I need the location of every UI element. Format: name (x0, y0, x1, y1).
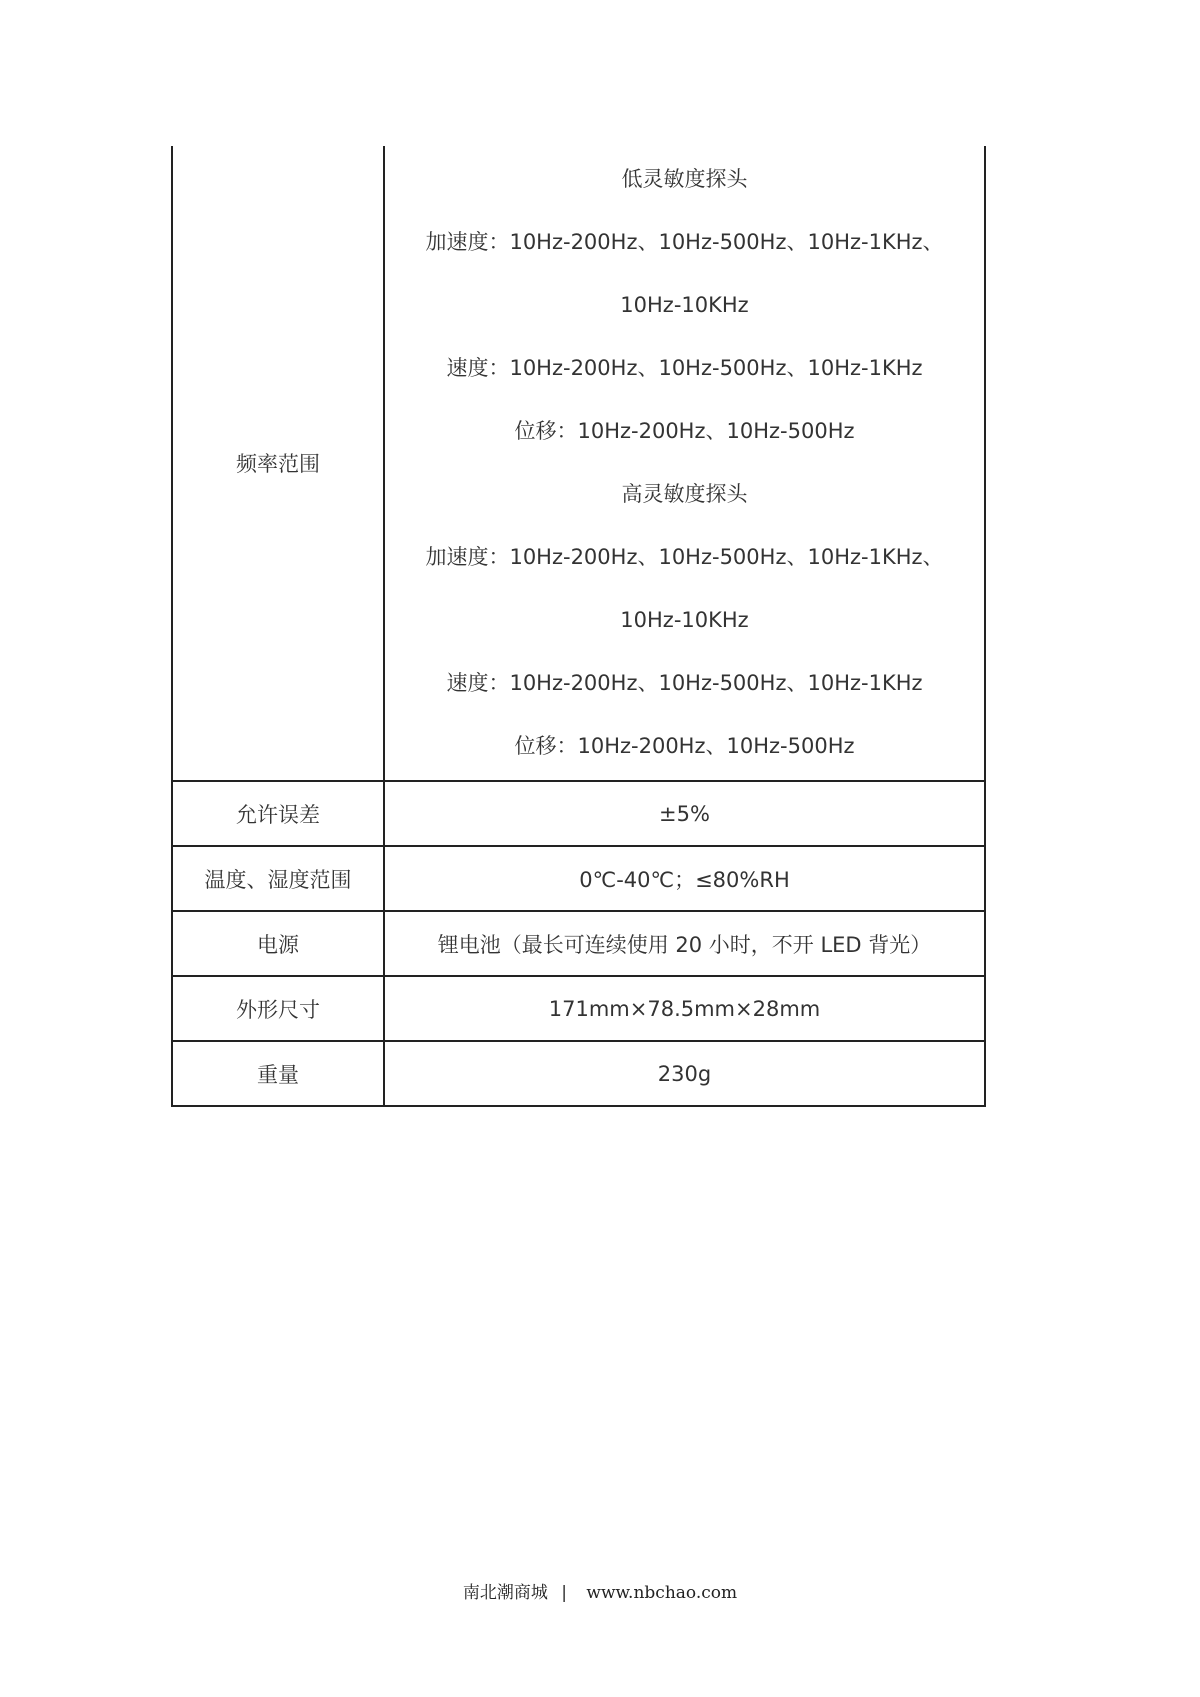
frequency-range-value (384, 146, 985, 781)
frequency-line: 加速度：10Hz-200Hz、10Hz-500Hz、10Hz-1KHz、 (425, 230, 944, 254)
row-value: 230g (384, 1041, 985, 1106)
footer-url-link[interactable]: www.nbchao.com (586, 1583, 738, 1603)
row-value: 171mm×78.5mm×28mm (384, 976, 985, 1041)
frequency-line: 位移：10Hz-200Hz、10Hz-500Hz (514, 734, 855, 758)
frequency-line: 速度：10Hz-200Hz、10Hz-500Hz、10Hz-1KHz (446, 671, 923, 695)
footer-separator: | (561, 1583, 568, 1603)
row-value: 0℃-40℃；≤80%RH (384, 846, 985, 911)
table-row-frequency-range (172, 146, 985, 781)
table-row-temperature-humidity (172, 846, 985, 911)
frequency-line: 低灵敏度探头 (621, 167, 748, 191)
frequency-line: 高灵敏度探头 (621, 482, 748, 506)
row-label: 允许误差 (172, 781, 384, 846)
frequency-line: 位移：10Hz-200Hz、10Hz-500Hz (514, 419, 855, 443)
page-footer (0, 1578, 1200, 1603)
frequency-line: 速度：10Hz-200Hz、10Hz-500Hz、10Hz-1KHz (446, 356, 923, 380)
frequency-line: 加速度：10Hz-200Hz、10Hz-500Hz、10Hz-1KHz、 (425, 545, 944, 569)
footer-site-name: 南北潮商城 (462, 1583, 548, 1603)
row-label: 温度、湿度范围 (172, 846, 384, 911)
row-value: 锂电池（最长可连续使用 20 小时，不开 LED 背光） (384, 911, 985, 976)
spec-table (171, 146, 986, 1107)
table-row-dimensions (172, 976, 985, 1041)
frequency-line: 10Hz-10KHz (620, 608, 749, 632)
row-value: ±5% (384, 781, 985, 846)
table-row-power (172, 911, 985, 976)
frequency-range-label: 频率范围 (172, 146, 384, 781)
table-row-tolerance (172, 781, 985, 846)
row-label: 电源 (172, 911, 384, 976)
frequency-line: 10Hz-10KHz (620, 293, 749, 317)
row-label: 外形尺寸 (172, 976, 384, 1041)
table-row-weight (172, 1041, 985, 1106)
row-label: 重量 (172, 1041, 384, 1106)
